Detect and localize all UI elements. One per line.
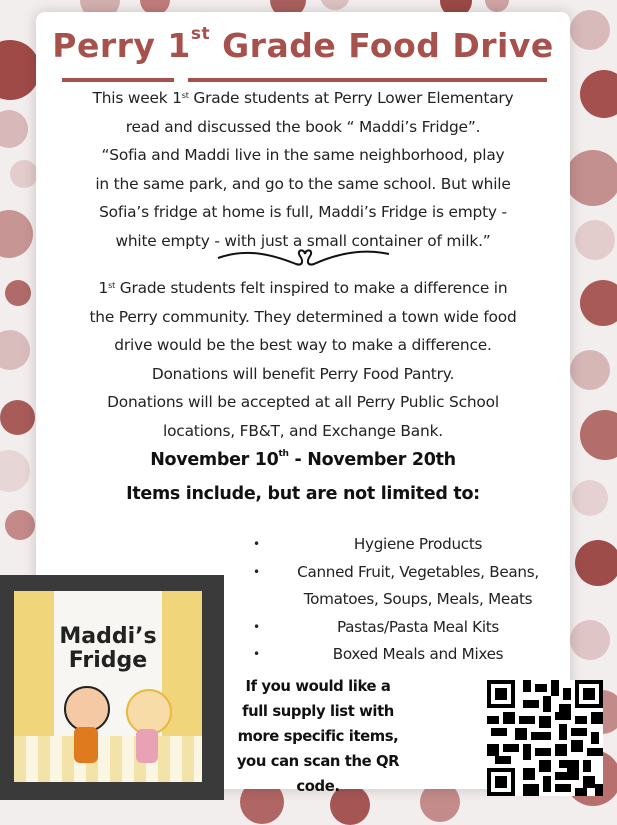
- mission-paragraph: [46, 274, 560, 445]
- items-heading: Items include, but are not limited to:: [126, 484, 480, 504]
- mission-line: Donations will benefit Perry Food Pantry.: [151, 364, 455, 383]
- book-cover: [14, 591, 202, 782]
- intro-paragraph: [46, 84, 560, 255]
- title-underline-right: [188, 78, 547, 82]
- intro-line: white empty - with just a small container of milk.”: [115, 231, 491, 250]
- flyer-title: [36, 26, 570, 65]
- intro-line: read and discussed the book “ Maddi’s Fridge”.: [125, 117, 481, 136]
- intro-line: This week 1st Grade students at Perry Lower Elementary: [92, 89, 514, 107]
- title-prefix: Perry 1: [52, 26, 191, 65]
- items-list: [238, 531, 568, 669]
- list-item: • Pastas/Pasta Meal Kits: [238, 614, 568, 642]
- book-cover-photo: [0, 575, 224, 800]
- qr-instructions: If you would like a full supply list with more specific items, you can scan the QR code.: [236, 678, 400, 795]
- character-sofia-body: [74, 727, 98, 763]
- list-item: • Hygiene Products: [238, 531, 568, 559]
- character-maddi-body: [136, 729, 158, 763]
- checkered-floor: [14, 736, 202, 782]
- bullet-icon: •: [253, 619, 260, 634]
- character-sofia: [64, 686, 110, 732]
- list-item: • Canned Fruit, Vegetables, Beans, Tomatoes, Soups, Meals, Meats: [238, 559, 568, 614]
- mission-line: locations, FB&T, and Exchange Bank.: [163, 421, 443, 440]
- bullet-icon: •: [253, 647, 260, 662]
- title-suffix: Grade Food Drive: [210, 26, 554, 65]
- book-title: Maddi’s Fridge: [59, 624, 157, 673]
- mission-line: Donations will be accepted at all Perry Public School: [107, 393, 499, 411]
- mission-line: 1st Grade students felt inspired to make a difference in: [98, 279, 508, 297]
- mission-line: drive would be the best way to make a difference.: [114, 336, 492, 354]
- intro-line: “Sofia and Maddi live in the same neighborhood, play: [101, 146, 505, 164]
- intro-line: Sofia’s fridge at home is full, Maddi’s Fridge is empty -: [99, 203, 507, 221]
- mission-line: the Perry community. They determined a town wide food: [89, 307, 517, 326]
- heart-divider-icon: [216, 244, 391, 270]
- title-underline-left: [62, 78, 174, 82]
- bullet-icon: •: [253, 564, 260, 579]
- title-superscript: st: [190, 24, 211, 44]
- qr-code-icon[interactable]: [487, 679, 603, 797]
- list-item: • Boxed Meals and Mixes: [238, 641, 568, 669]
- bullet-icon: •: [253, 537, 260, 551]
- date-range: November 10th - November 20th: [150, 449, 456, 470]
- intro-line: in the same park, and go to the same school. But while: [95, 174, 511, 193]
